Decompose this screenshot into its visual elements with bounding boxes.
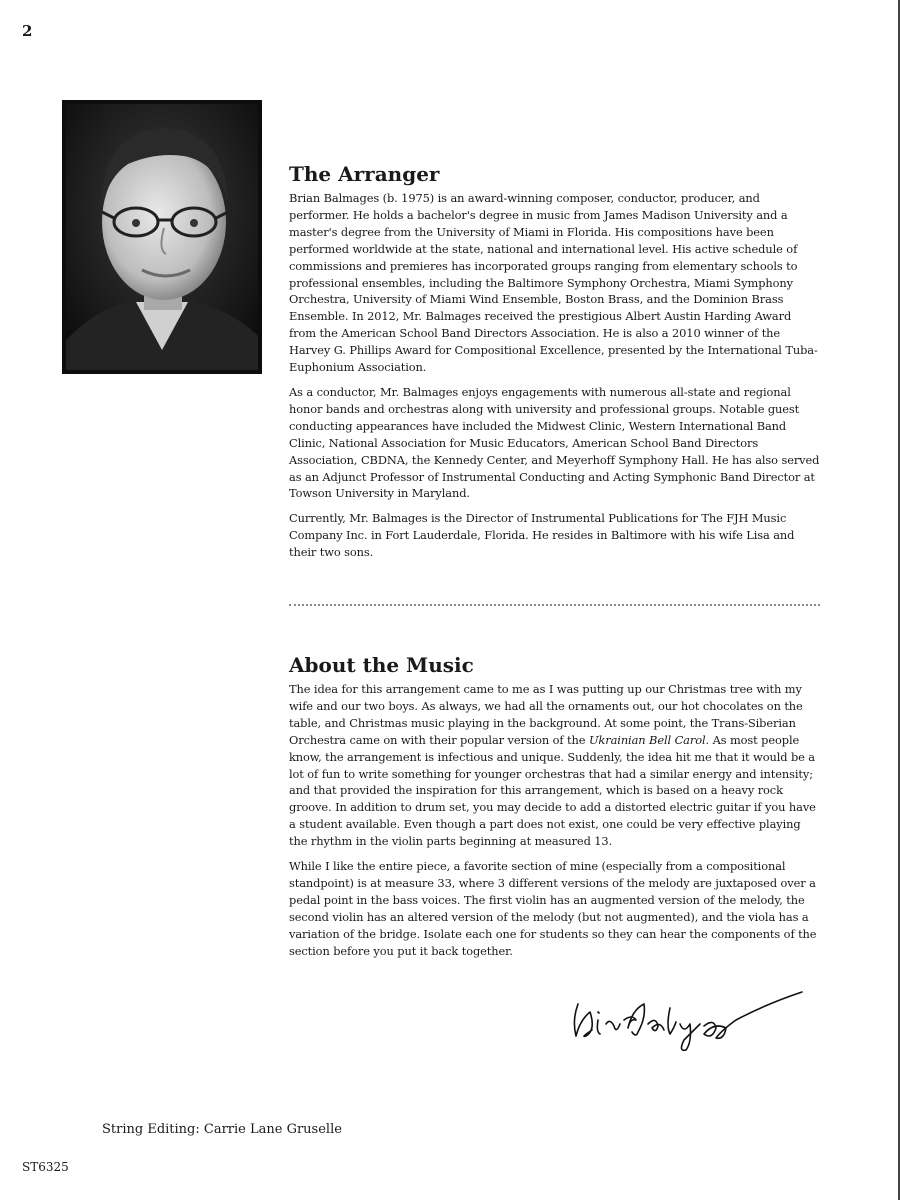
music-section <box>289 653 820 968</box>
music-heading: About the Music <box>289 653 474 677</box>
music-paragraph-1 <box>289 681 820 850</box>
arranger-photo <box>62 100 262 374</box>
handwritten-signature-icon <box>566 990 806 1056</box>
portrait-photo-icon <box>66 104 258 370</box>
music-paragraph-1-end: As most people know, the arrangement is infectious and unique. Suddenly, the idea hit me that it would be a lot of fun to write something for younger orchestras that had a similar energy and intensity; and that provided the inspiration for this arrangement, which is based on a heavy rock groove. In addition to drum set, you may decide to add a distorted electric guitar if you have a student available. Even though a part does not exist, one could be very effective playing the rhythm in the violin parts beginning at measured 13. <box>289 732 816 849</box>
music-paragraph-2: While I like the entire piece, a favorite section of mine (especially from a compositional standpoint) is at measure 33, where 3 different versions of the melody are juxtaposed over a pedal point in the bass voices. The first violin has an augmented version of the melody, the second violin has an altered version of the melody (but not augmented), and the viola has a variation of the bridge. Isolate each one for students so they can hear the components of the section before you put it back together. <box>289 859 817 958</box>
section-divider <box>289 604 820 606</box>
music-paragraph-1-title: Ukrainian Bell Carol. <box>588 732 710 747</box>
music-paragraph-1-start: The idea for this arrangement came to me as I was putting up our Christmas tree with my wife and our two boys. As always, we had all the ornaments out, our hot chocolates on the table, and Christmas music playing in the background. At some point, the Trans-Siberian Orchestra came on with their popular version of the <box>289 682 803 747</box>
signature <box>566 990 806 1056</box>
page-number: 2 <box>22 22 33 40</box>
arranger-paragraph-2: As a conductor, Mr. Balmages enjoys engagements with numerous all-state and regional honor bands and orchestras along with university and professional groups. Notable guest conducting appearances have included the Midwest Clinic, Western International Band Clinic, National Association for Music Educators, American School Band Directors Association, CBDNA, the Kennedy Center, and Meyerhoff Symphony Hall. He has also served as an Adjunct Professor of Instrumental Conducting and Acting Symphonic Band Director at Towson University in Maryland. <box>289 384 820 501</box>
arranger-paragraph-1: Brian Balmages (b. 1975) is an award-winning composer, conductor, producer, and performer. He holds a bachelor's degree in music from James Madison University and a master's degree from the University of Miami in Florida. His compositions have been performed worldwide at the state, national and international level. His active schedule of commissions and premieres has incorporated groups ranging from elementary schools to professional ensembles, including the Baltimore Symphony Orchestra, Miami Symphony Orchestra, University of Miami Wind Ensemble, Boston Brass, and the Dominion Brass Ensemble. In 2012, Mr. Balmages received the prestigious Albert Austin Harding Award from the American School Band Directors Association. He is also a 2010 winner of the Harvey G. Phillips Award for Compositional Excellence, presented by the International Tuba-Euphonium Association. <box>289 191 818 375</box>
arranger-paragraph-3: Currently, Mr. Balmages is the Director of Instrumental Publications for The FJH Music Company Inc. in Fort Lauderdale, Florida. He resides in Baltimore with his wife Lisa and their two sons. <box>289 511 795 560</box>
catalog-code: ST6325 <box>22 1160 69 1174</box>
string-editing-credit: String Editing: Carrie Lane Gruselle <box>102 1122 342 1137</box>
arranger-heading: The Arranger <box>289 162 440 186</box>
arranger-section <box>289 162 820 569</box>
